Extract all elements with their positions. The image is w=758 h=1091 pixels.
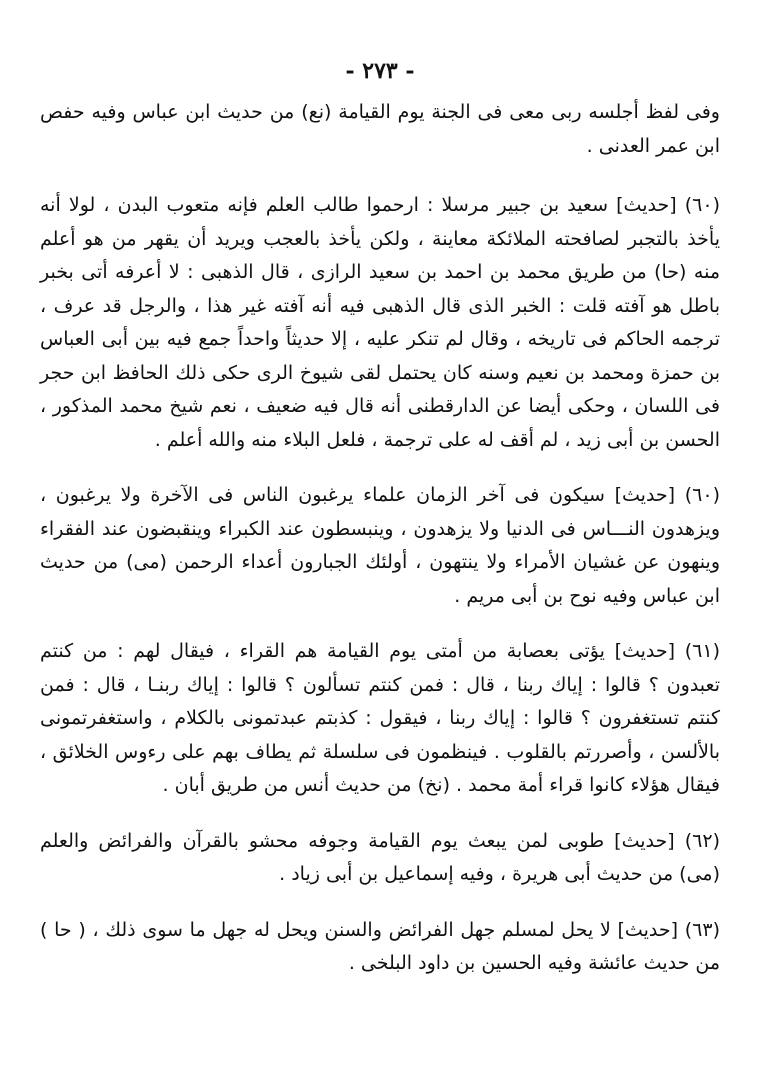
document-page	[40, 56, 720, 981]
hadith-entry-61: (٦١) [حديث] يؤتى بعصابة من أمتى يوم القيامة هم القراء ، فيقال لهم : من كنتم تعبدون ؟ قالوا : إياك ربنا ، قال : فمن كنتم تسألون ؟ قالوا : إياك ربنـا ، قال : فمن كنتم تستغفرون ؟ قالوا : إياك ربنا ، فيقول : كذبتم عبدتمونى بالكلام ، واستغفرتمونى بالألسن ، وأصررتم بالقلوب . فينظمون فى سلسلة ثم يطاف بهم على رءوس الخلائق ، فيقال هؤلاء كانوا قراء أمة محمد . (نخ) من حديث أنس من طريق أبان .	[40, 640, 720, 796]
hadith-entry-60a: (٦٠) [حديث] سعيد بن جبير مرسلا : ارحموا طالب العلم فإنه متعوب البدن ، لولا أنه يأخذ بالتجبر لصافحته الملائكة معاينة ، ولكن يأخذ بالعجب ويريد أن يقهر من هو أعلم منه (حا) من طريق محمد بن احمد بن سعيد الرازى ، قال الذهبى : لا أعرفه أتى بخبر باطل هو آفته قلت : الخبر الذى قال الذهبى فيه أنه آفته غير هذا ، والرجل قد عرف ، ترجمه الحاكم فى تاريخه ، وقال لم تنكر عليه ، إلا حديثاً واحداً جمع فيه بين أبى العباس بن حمزة ومحمد بن نعيم وسنه كان يحتمل لقى شيوخ الرى حكى ذلك الحافظ ابن حجر فى اللسان ، وحكى أيضا عن الدارقطنى أنه قال فيه ضعيف ، نعم شيخ محمد المذكور ، الحسن بن أبى زيد ، لم أقف له على ترجمة ، فلعل البلاء منه والله أعلم .	[40, 194, 720, 451]
page-number: - ٢٧٣ -	[345, 58, 415, 84]
hadith-entry-62: (٦٢) [حديث] طوبى لمن يبعث يوم القيامة وجوفه محشو بالقرآن والفرائض والعلم (مى) من حديث أبى هريرة ، وفيه إسماعيل بن أبى زياد .	[40, 829, 720, 885]
paragraph-continuation: وفى لفظ أجلسه ربى معى فى الجنة يوم القيامة (نع) من حديث ابن عباس وفيه حفص ابن عمر العدنى .	[40, 101, 720, 157]
hadith-entry-60b: (٦٠) [حديث] سيكون فى آخر الزمان علماء يرغبون الناس فى الآخرة ولا يرغبون ، ويزهدون النـــاس فى الدنيا ولا يزهدون ، وينبسطون عند الكبراء وينقبضون عند الفقراء وينهون عن غشيان الأمراء ولا ينتهون ، أولئك الجبارون أعداء الرحمن (مى) من حديث ابن عباس وفيه نوح بن أبى مريم .	[40, 484, 720, 607]
hadith-entry-63: (٦٣) [حديث] لا يحل لمسلم جهل الفرائض والسنن ويحل له جهل ما سوى ذلك ، ( حا ) من حديث عائشة وفيه الحسين بن داود البلخى .	[40, 918, 720, 974]
